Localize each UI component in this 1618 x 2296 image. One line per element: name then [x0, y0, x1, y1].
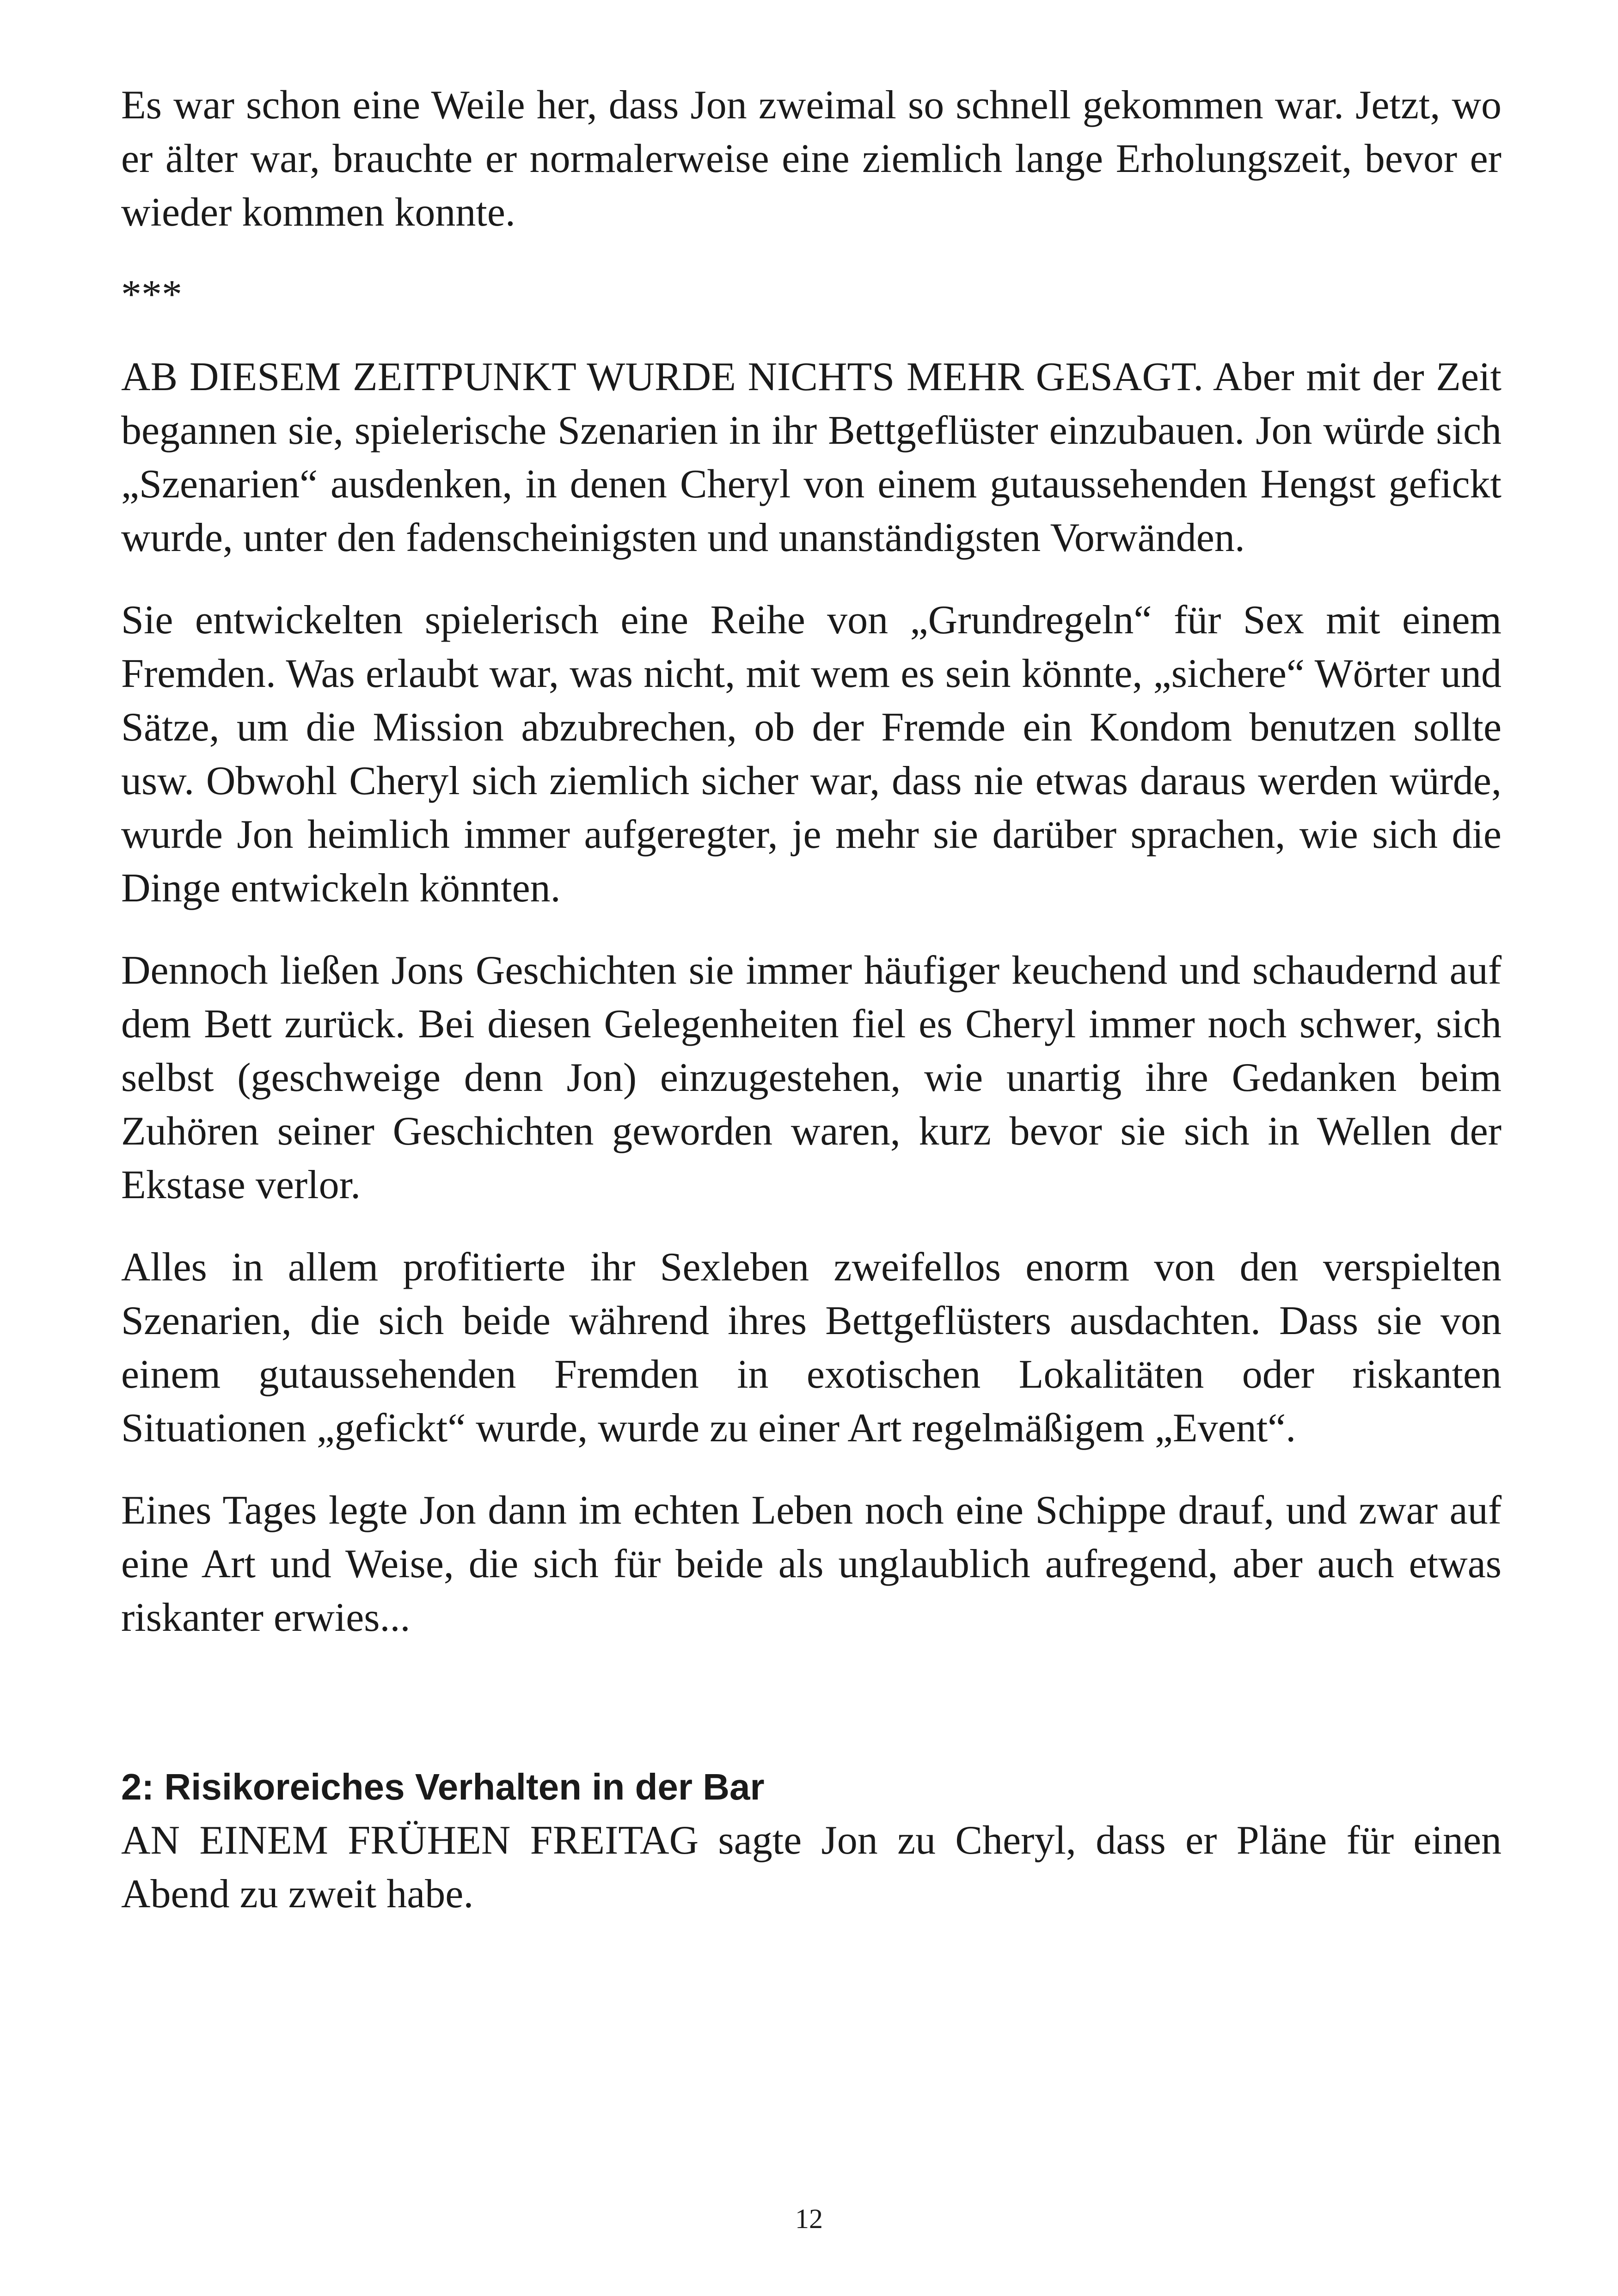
paragraph-3: Dennoch ließen Jons Geschichten sie immer häufiger keuchend und schaudernd auf dem Bett zurück. Bei diesen Gelegenheiten fiel es Cheryl immer noch schwer, sich selbst (geschweige denn Jon) einzugestehen, wie unartig ihre Gedanken beim Zuhören seiner Geschichten geworden waren, kurz bevor sie sich in Wellen der Ekstase verlor. — [121, 948, 1502, 1207]
page-body — [121, 79, 1502, 1950]
paragraph-1: AB DIESEM ZEITPUNKT WURDE NICHTS MEHR GESAGT. Aber mit der Zeit begannen sie, spielerische Szenarien in ihr Bettgeflüster einzubauen. Jon würde sich „Szenarien“ ausdenken, in denen Cheryl von einem gutaussehenden Hengst gefickt wurde, unter den fadenscheinigsten und unanständigsten Vorwänden. — [121, 355, 1502, 560]
page-number: 12 — [795, 2204, 823, 2234]
paragraph-4: Alles in allem profitierte ihr Sexleben zweifellos enorm von den verspielten Szenarien, die sich beide während ihres Bettgeflüsters ausdachten. Dass sie von einem gutaussehenden Fremden in exotischen Lokalitäten oder riskanten Situationen „gefickt“ wurde, wurde zu einer Art regelmäßigem „Event“. — [121, 1245, 1502, 1451]
chapter-title: 2: Risikoreiches Verhalten in der Bar — [121, 1766, 765, 1807]
paragraph-intro: Es war schon eine Weile her, dass Jon zweimal so schnell gekommen war. Jetzt, wo er älter war, brauchte er normalerweise eine ziemlich lange Erholungszeit, bevor er wieder kommen konnte. — [121, 83, 1502, 235]
section-separator: *** — [121, 272, 182, 317]
paragraph-2: Sie entwickelten spielerisch eine Reihe von „Grundregeln“ für Sex mit einem Fremden. Was erlaubt war, was nicht, mit wem es sein könnte, „sichere“ Wörter und Sätze, um die Mission abzubrechen, ob der Fremde ein Kondom benutzen sollte usw. Obwohl Cheryl sich ziemlich sicher war, dass nie etwas daraus werden würde, wurde Jon heimlich immer aufgeregter, je mehr sie darüber sprachen, wie sich die Dinge entwickeln könnten. — [121, 598, 1502, 911]
paragraph-5: Eines Tages legte Jon dann im echten Leben noch eine Schippe drauf, und zwar auf eine Art und Weise, die sich für beide als unglaublich aufregend, aber auch etwas riskanter erwies... — [121, 1488, 1502, 1640]
chapter-first-paragraph: AN EINEM FRÜHEN FREITAG sagte Jon zu Cheryl, dass er Pläne für einen Abend zu zweit habe. — [121, 1818, 1502, 1916]
